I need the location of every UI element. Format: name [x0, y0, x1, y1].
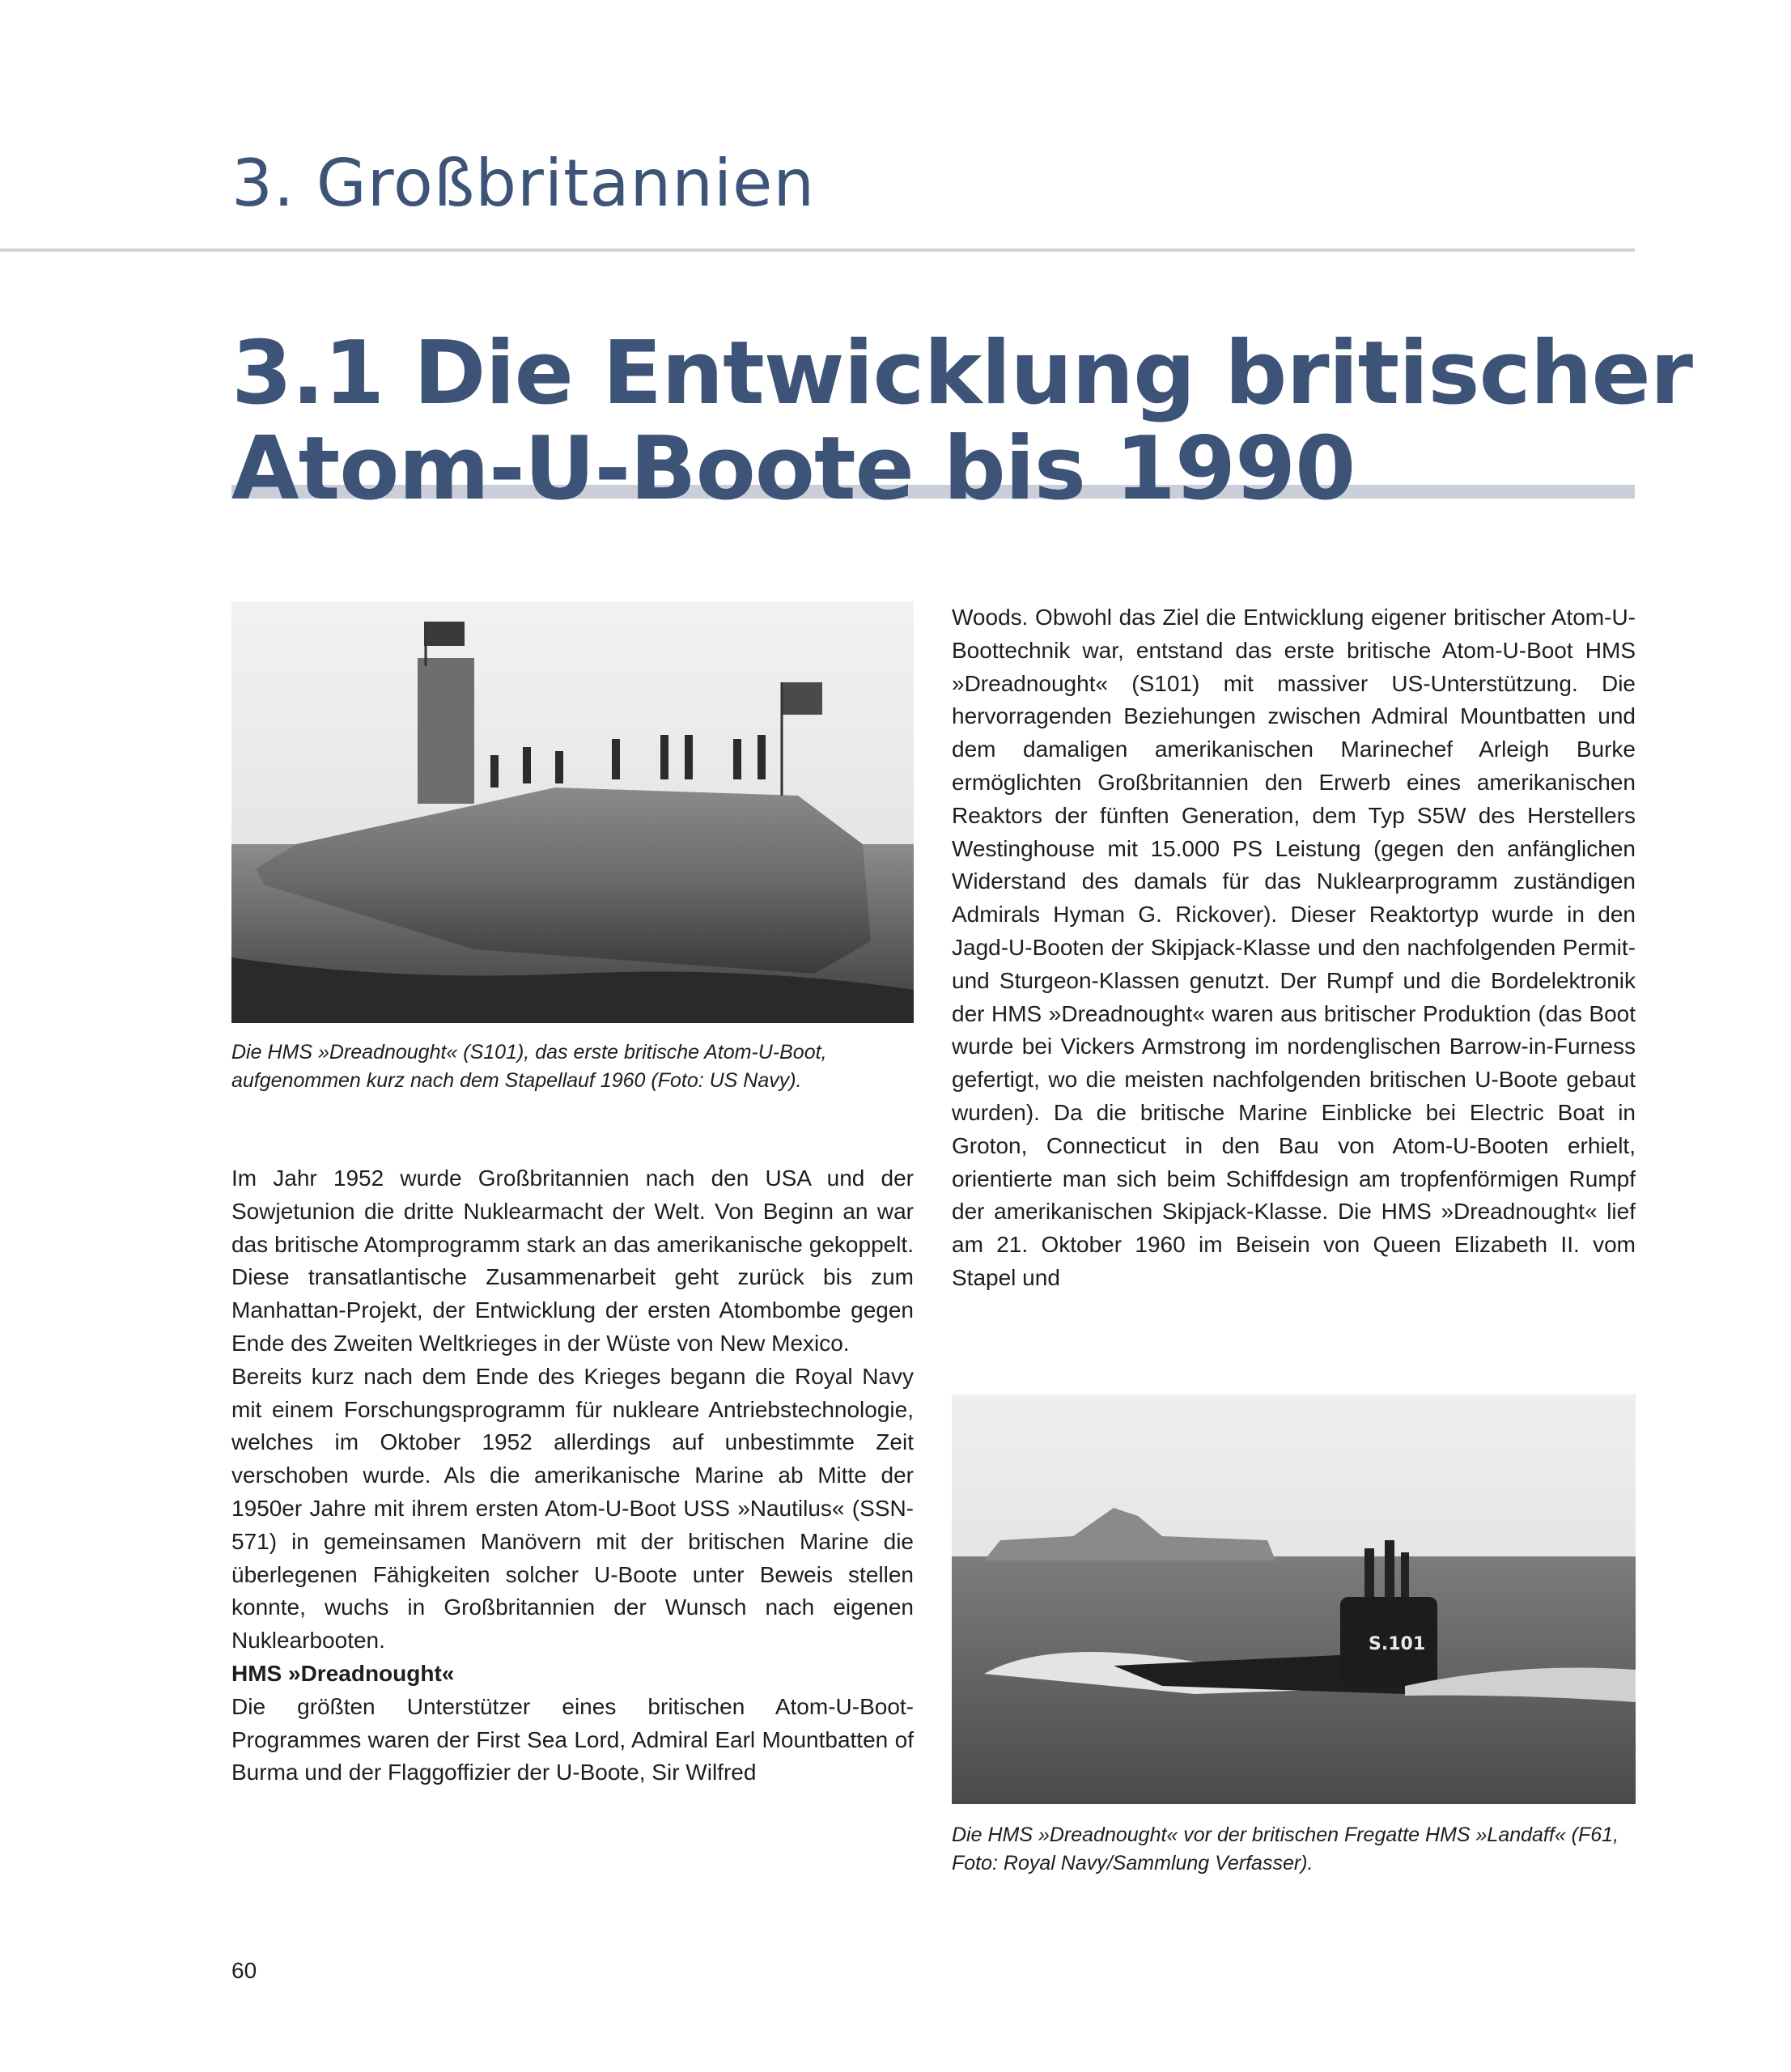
dreadnought-frigate-photo	[952, 1395, 1636, 1804]
body-paragraph: Woods. Obwohl das Ziel die Entwicklung eigener britischer Atom-U-Boottechnik war, entstand das erste britische Atom-U-Boot HMS »Dreadnought« (S101) mit massiver US-Unterstützung. Die hervorragenden Beziehungen zwischen Admiral Mountbatten und dem damaligen amerikanischen Marinechef Arleigh Burke ermöglichten Großbritannien den Erwerb eines amerikanischen Reaktors der fünften Generation, dem Typ S5W des Herstellers Westinghouse mit 15.000 PS Leistung (gegen den anfänglichen Widerstand des damals für das Nuklearprogramm zuständigen Admirals Hyman G. Rickover). Dieser Reaktortyp wurde in den Jagd-U-Booten der Skipjack-Klasse und den nachfolgenden Permit- und Sturgeon-Klassen genutzt. Der Rumpf und die Bordelektronik der HMS »Dreadnought« waren aus britischer Produktion (das Boot wurde bei Vickers Armstrong im nordenglischen Barrow-in-Furness gefertigt, wo die meisten nachfolgenden britischen U-Boote gebaut wurden). Da die britische Marine Einblicke bei Electric Boat in Groton, Connecticut in den Bau von Atom-U-Booten erhielt, orientierte man sich beim Schiffdesign am tropfenförmigen Rumpf der amerikanischen Skipjack-Klasse. Die HMS »Dreadnought« lief am 21. Oktober 1960 im Beisein von Queen Elizabeth II. vom Stapel und	[952, 605, 1636, 1290]
submarine-frigate-illustration	[952, 1395, 1636, 1804]
body-paragraph: Bereits kurz nach dem Ende des Krieges begann die Royal Navy mit einem Forschungsprogramm für nukleare Antriebstechnologie, welches im Oktober 1952 allerdings auf unbestimmte Zeit verschoben wurde. Als die amerikanische Marine ab Mitte der 1950er Jahre mit ihrem ersten Atom-U-Boot USS »Nautilus« (SSN-571) in gemeinsamen Manövern mit der britischen Marine die überlegenen Fähigkeiten solcher U-Boote unter Beweis stellen konnte, wuchs in Großbritannien der Wunsch nach eigenen Nuklearbooten.	[231, 1363, 914, 1654]
body-paragraph: Im Jahr 1952 wurde Großbritannien nach den USA und der Sowjetunion die dritte Nuklearmacht der Welt. Von Beginn an war das britische Atomprogramm stark an das amerikanische gekoppelt. Diese transatlantische Zusammenarbeit geht zurück bis zum Manhattan-Projekt, der Entwicklung der ersten Atombombe gegen Ende des Zweiten Weltkrieges in der Wüste von New Mexico.	[231, 1166, 914, 1356]
section-title-line-1: 3.1 Die Entwicklung britischer	[231, 323, 1692, 424]
section-title	[231, 323, 1692, 520]
body-paragraph: Die größten Unterstützer eines britischen Atom-U-Boot-Programmes waren der First Sea Lord, Admiral Earl Mountbatten of Burma und der Flaggoffizier der U-Boote, Sir Wilfred	[231, 1693, 914, 1785]
figure-caption-2: Die HMS »Dreadnought« vor der britischen Fregatte HMS »Landaff« (F61, Foto: Royal Navy/Sammlung Verfasser).	[952, 1824, 1619, 1875]
chapter-divider	[0, 248, 1635, 252]
figure-caption-1: Die HMS »Dreadnought« (S101), das erste britische Atom-U-Boot, aufgenommen kurz nach dem Stapellauf 1960 (Foto: US Navy).	[231, 1041, 827, 1092]
page-number: 60	[231, 1958, 257, 1983]
dreadnought-launch-photo	[231, 601, 914, 1023]
hull-number-label: S.101	[1369, 1634, 1426, 1654]
submarine-launch-illustration	[231, 601, 914, 1023]
chapter-title: 3. Großbritannien	[231, 146, 816, 221]
section-title-line-2: Atom-U-Boote bis 1990	[231, 418, 1356, 520]
body-column-left	[231, 1162, 914, 1790]
section-subheading: HMS »Dreadnought«	[231, 1660, 455, 1686]
body-column-right	[952, 601, 1636, 1295]
